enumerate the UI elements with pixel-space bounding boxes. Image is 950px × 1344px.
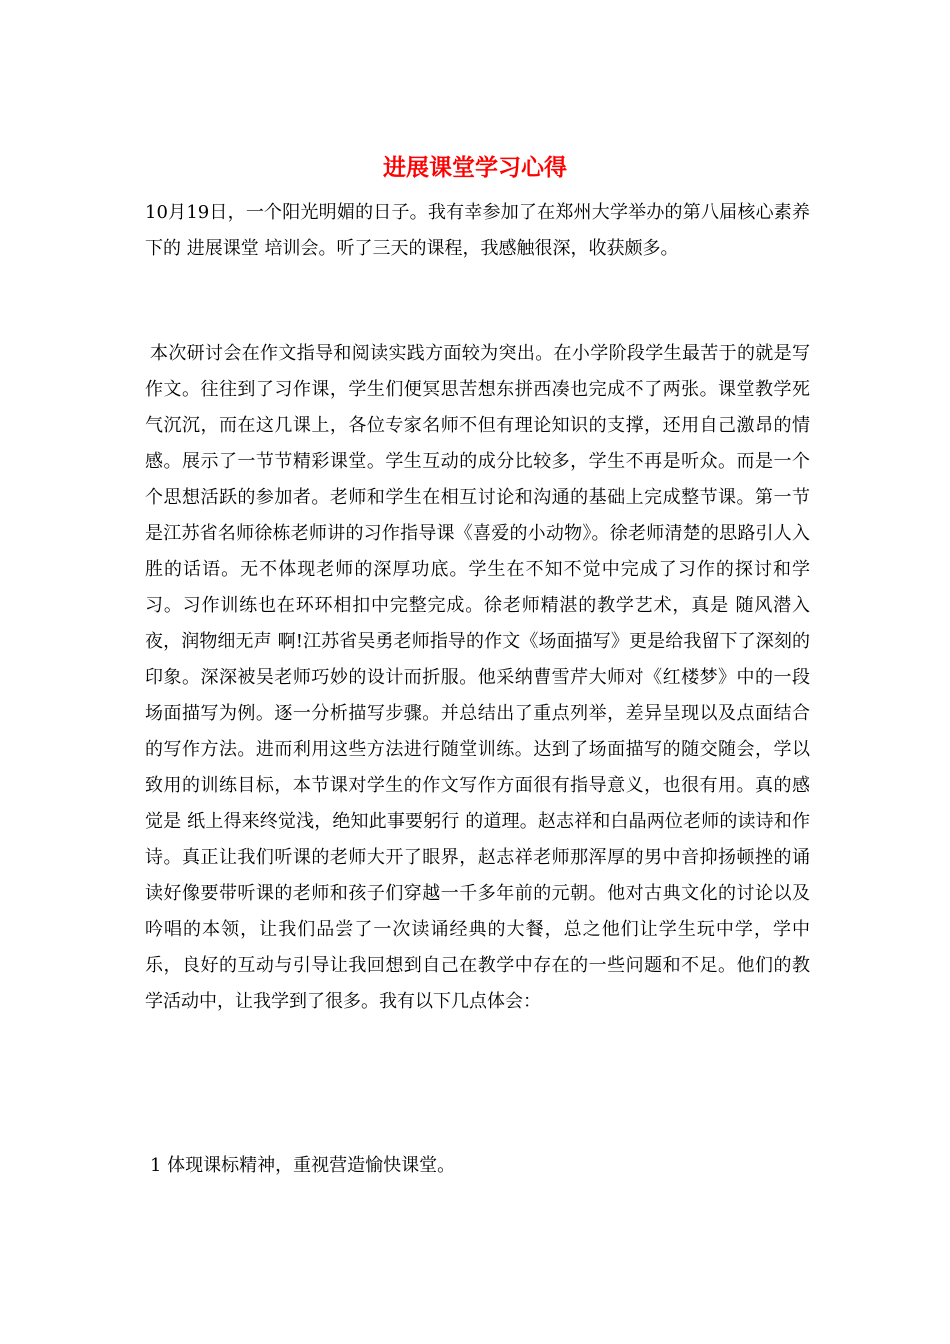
- paragraph-body: 本次研讨会在作文指导和阅读实践方面较为突出。在小学阶段学生最苦于的就是写作文。往往到了习作课，学生们便冥思苦想东拼西凑也完成不了两张。课堂教学死气沉沉，而在这几课上，各位专家名师不但有理论知识的支撑，还用自己激昂的情感。展示了一节节精彩课堂。学生互动的成分比较多，学生不再是听众。而是一个个思想活跃的参加者。老师和学生在相互讨论和沟通的基础上完成整节课。第一节是江苏省名师徐栋老师讲的习作指导课《喜爱的小动物》。徐老师清楚的思路引人入胜的话语。无不体现老师的深厚功底。学生在不知不觉中完成了习作的探讨和学习。习作训练也在环环相扣中完整完成。徐老师精湛的教学艺术，真是 随风潜入夜，润物细无声 啊!江苏省吴勇老师指导的作文《场面描写》更是给我留下了深刻的印象。深深被吴老师巧妙的设计而折服。他采纳曹雪芹大师对《红楼梦》中的一段场面描写为例。逐一分析描写步骤。并总结出了重点列举，差异呈现以及点面结合的写作方法。进而利用这些方法进行随堂训练。达到了场面描写的随交随会，学以致用的训练目标，本节课对学生的作文写作方面很有指导意义，也很有用。真的感觉是 纸上得来终觉浅，绝知此事要躬行 的道理。赵志祥和白晶两位老师的读诗和作诗。真正让我们听课的老师大开了眼界，赵志祥老师那浑厚的男中音抑扬顿挫的诵读好像要带听课的老师和孩子们穿越一千多年前的元朝。他对古典文化的讨论以及吟唱的本领，让我们品尝了一次读诵经典的大餐，总之他们让学生玩中学，学中乐，良好的互动与引导让我回想到自己在教学中存在的一些问题和不足。他们的教学活动中，让我学到了很多。我有以下几点体会：: [145, 343, 810, 1012]
- document-title: 进展课堂学习心得: [383, 154, 567, 181]
- paragraph-intro: 10月19日，一个阳光明媚的日子。我有幸参加了在郑州大学举办的第八届核心素养下的 进展课堂 培训会。听了三天的课程，我感触很深，收获颇多。: [145, 202, 810, 259]
- paragraph-point-1: 1 体现课标精神，重视营造愉快课堂。: [150, 1155, 456, 1176]
